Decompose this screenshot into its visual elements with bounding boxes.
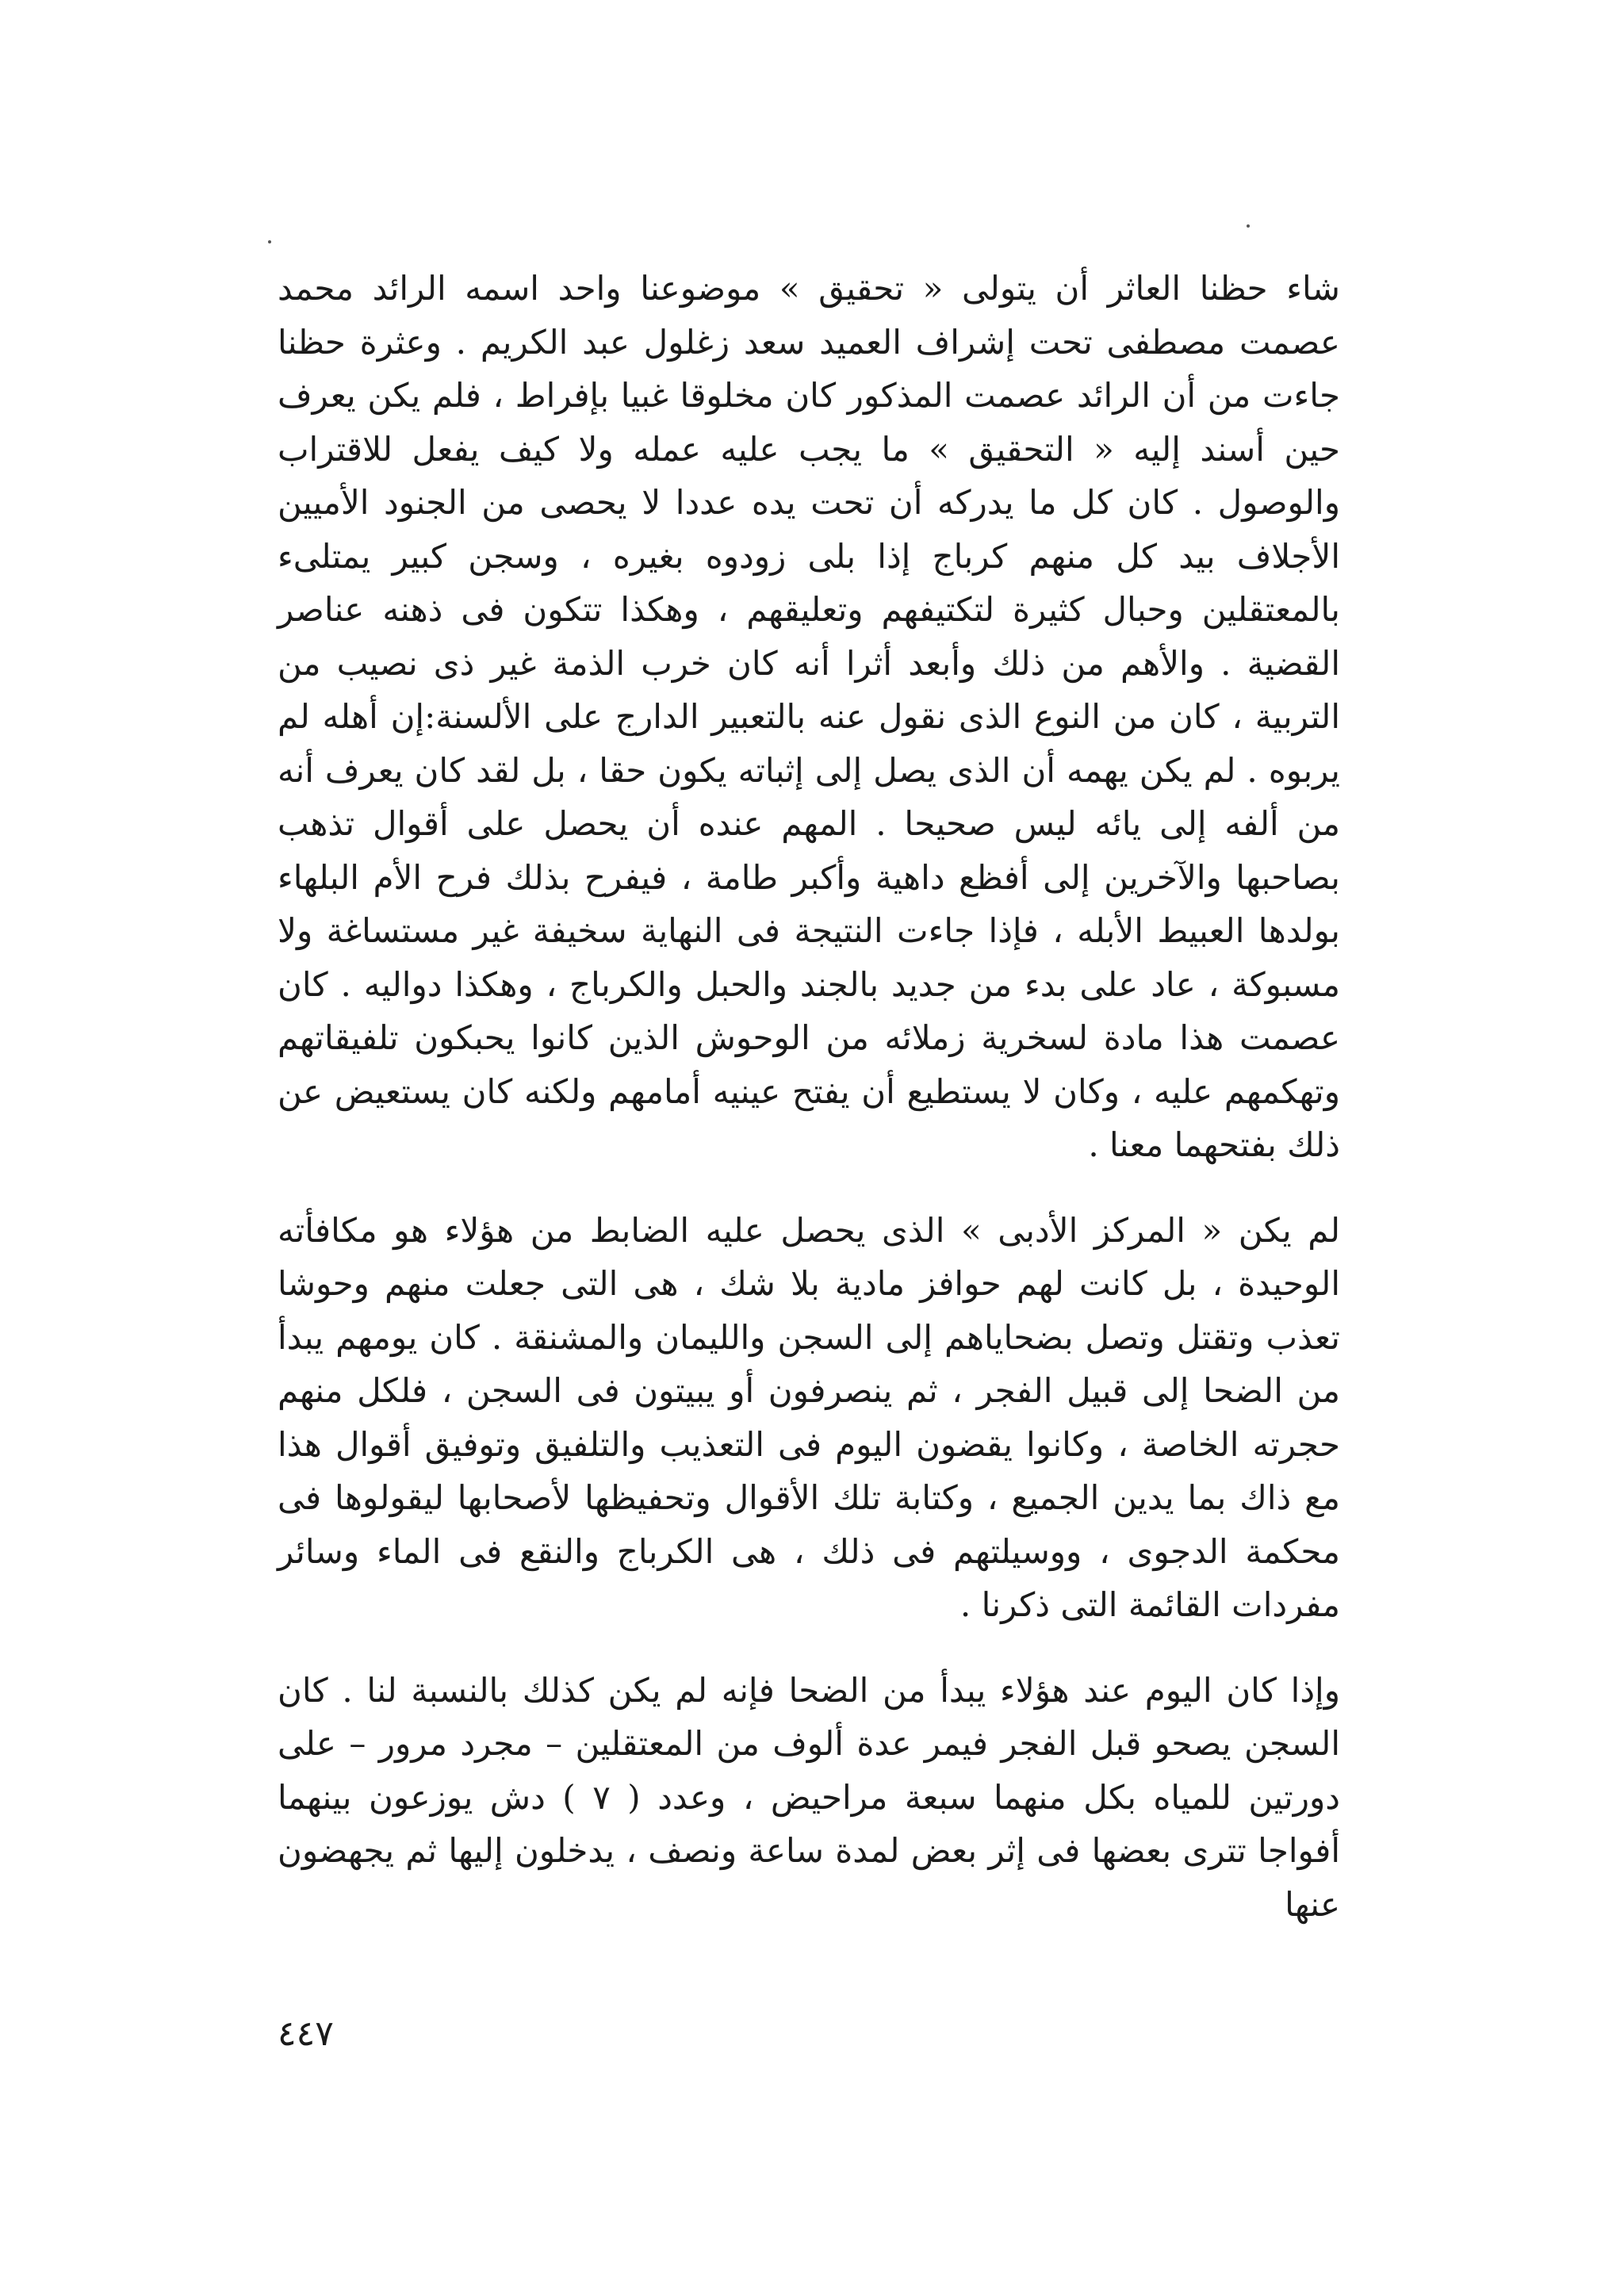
scan-speck bbox=[268, 240, 271, 243]
scan-speck bbox=[1247, 224, 1250, 228]
paragraph-3: وإذا كان اليوم عند هؤلاء يبدأ من الضحا فإنه لم يكن كذلك بالنسبة لنا . كان السجن يصحو قبل الفجر فيمر عدة ألوف من المعتقلين – مجرد مرور – على دورتين للمياه بكل منهما سبعة مراحيض ، وعدد ( ٧ ) دش يوزعون بينهما أفواجا تترى بعضها فى إثر بعض لمدة ساعة ونصف ، يدخلون إليها ثم يجهضون عنها bbox=[278, 1670, 1340, 1924]
paragraph-1: شاء حظنا العاثر أن يتولى « تحقيق » موضوعنا واحد اسمه الرائد محمد عصمت مصطفى تحت إشراف العميد سعد زغلول عبد الكريم . وعثرة حظنا جاءت من أن الرائد عصمت المذكور كان مخلوقا غبيا بإفراط ، فلم يكن يعرف حين أسند إليه « التحقيق » ما يجب عليه عمله ولا كيف يفعل للاقتراب والوصول . كان كل ما يدركه أن تحت يده عددا لا يحصى من الجنود الأميين الأجلاف بيد كل منهم كرباج إذا بلى زودوه بغيره ، وسجن كبير يمتلىء بالمعتقلين وحبال كثيرة لتكتيفهم وتعليقهم ، وهكذا تتكون فى ذهنه عناصر القضية . والأهم من ذلك وأبعد أثرا أنه كان خرب الذمة غير ذى نصيب من التربية ، كان من النوع الذى نقول عنه بالتعبير الدارج على الألسنة:إن أهله لم يربوه . لم يكن يهمه أن الذى يصل إلى إثباته يكون حقا ، بل لقد كان يعرف أنه من ألفه إلى يائه ليس صحيحا . المهم عنده أن يحصل على أقوال تذهب بصاحبها والآخرين إلى أفظع داهية وأكبر طامة ، فيفرح بذلك فرح الأم البلهاء بولدها العبيط الأبله ، فإذا جاءت النتيجة فى النهاية سخيفة غير مستساغة ولا مسبوكة ، عاد على بدء من جديد بالجند والحبل والكرباج ، وهكذا دواليه . كان عصمت هذا مادة لسخرية زملائه من الوحوش الذين كانوا يحبكون تلفيقاتهم وتهكمهم عليه ، وكان لا يستطيع أن يفتح عينيه أمامهم ولكنه كان يستعيض عن ذلك بفتحهما معنا . bbox=[278, 269, 1340, 1164]
page-number: ٤٤٧ bbox=[278, 2013, 334, 2054]
body-text bbox=[278, 262, 1340, 1931]
paragraph-2: لم يكن « المركز الأدبى » الذى يحصل عليه الضابط من هؤلاء هو مكافأته الوحيدة ، بل كانت لهم حوافز مادية بلا شك ، هى التى جعلت منهم وحوشا تعذب وتقتل وتصل بضحاياهم إلى السجن والليمان والمشنقة . كان يومهم يبدأ من الضحا إلى قبيل الفجر ، ثم ينصرفون أو يبيتون فى السجن ، فلكل منهم حجرته الخاصة ، وكانوا يقضون اليوم فى التعذيب والتلفيق وتوفيق أقوال هذا مع ذاك بما يدين الجميع ، وكتابة تلك الأقوال وتحفيظها لأصحابها ليقولوها فى محكمة الدجوى ، ووسيلتهم فى ذلك ، هى الكرباج والنقع فى الماء وسائر مفردات القائمة التى ذكرنا . bbox=[278, 1210, 1340, 1624]
